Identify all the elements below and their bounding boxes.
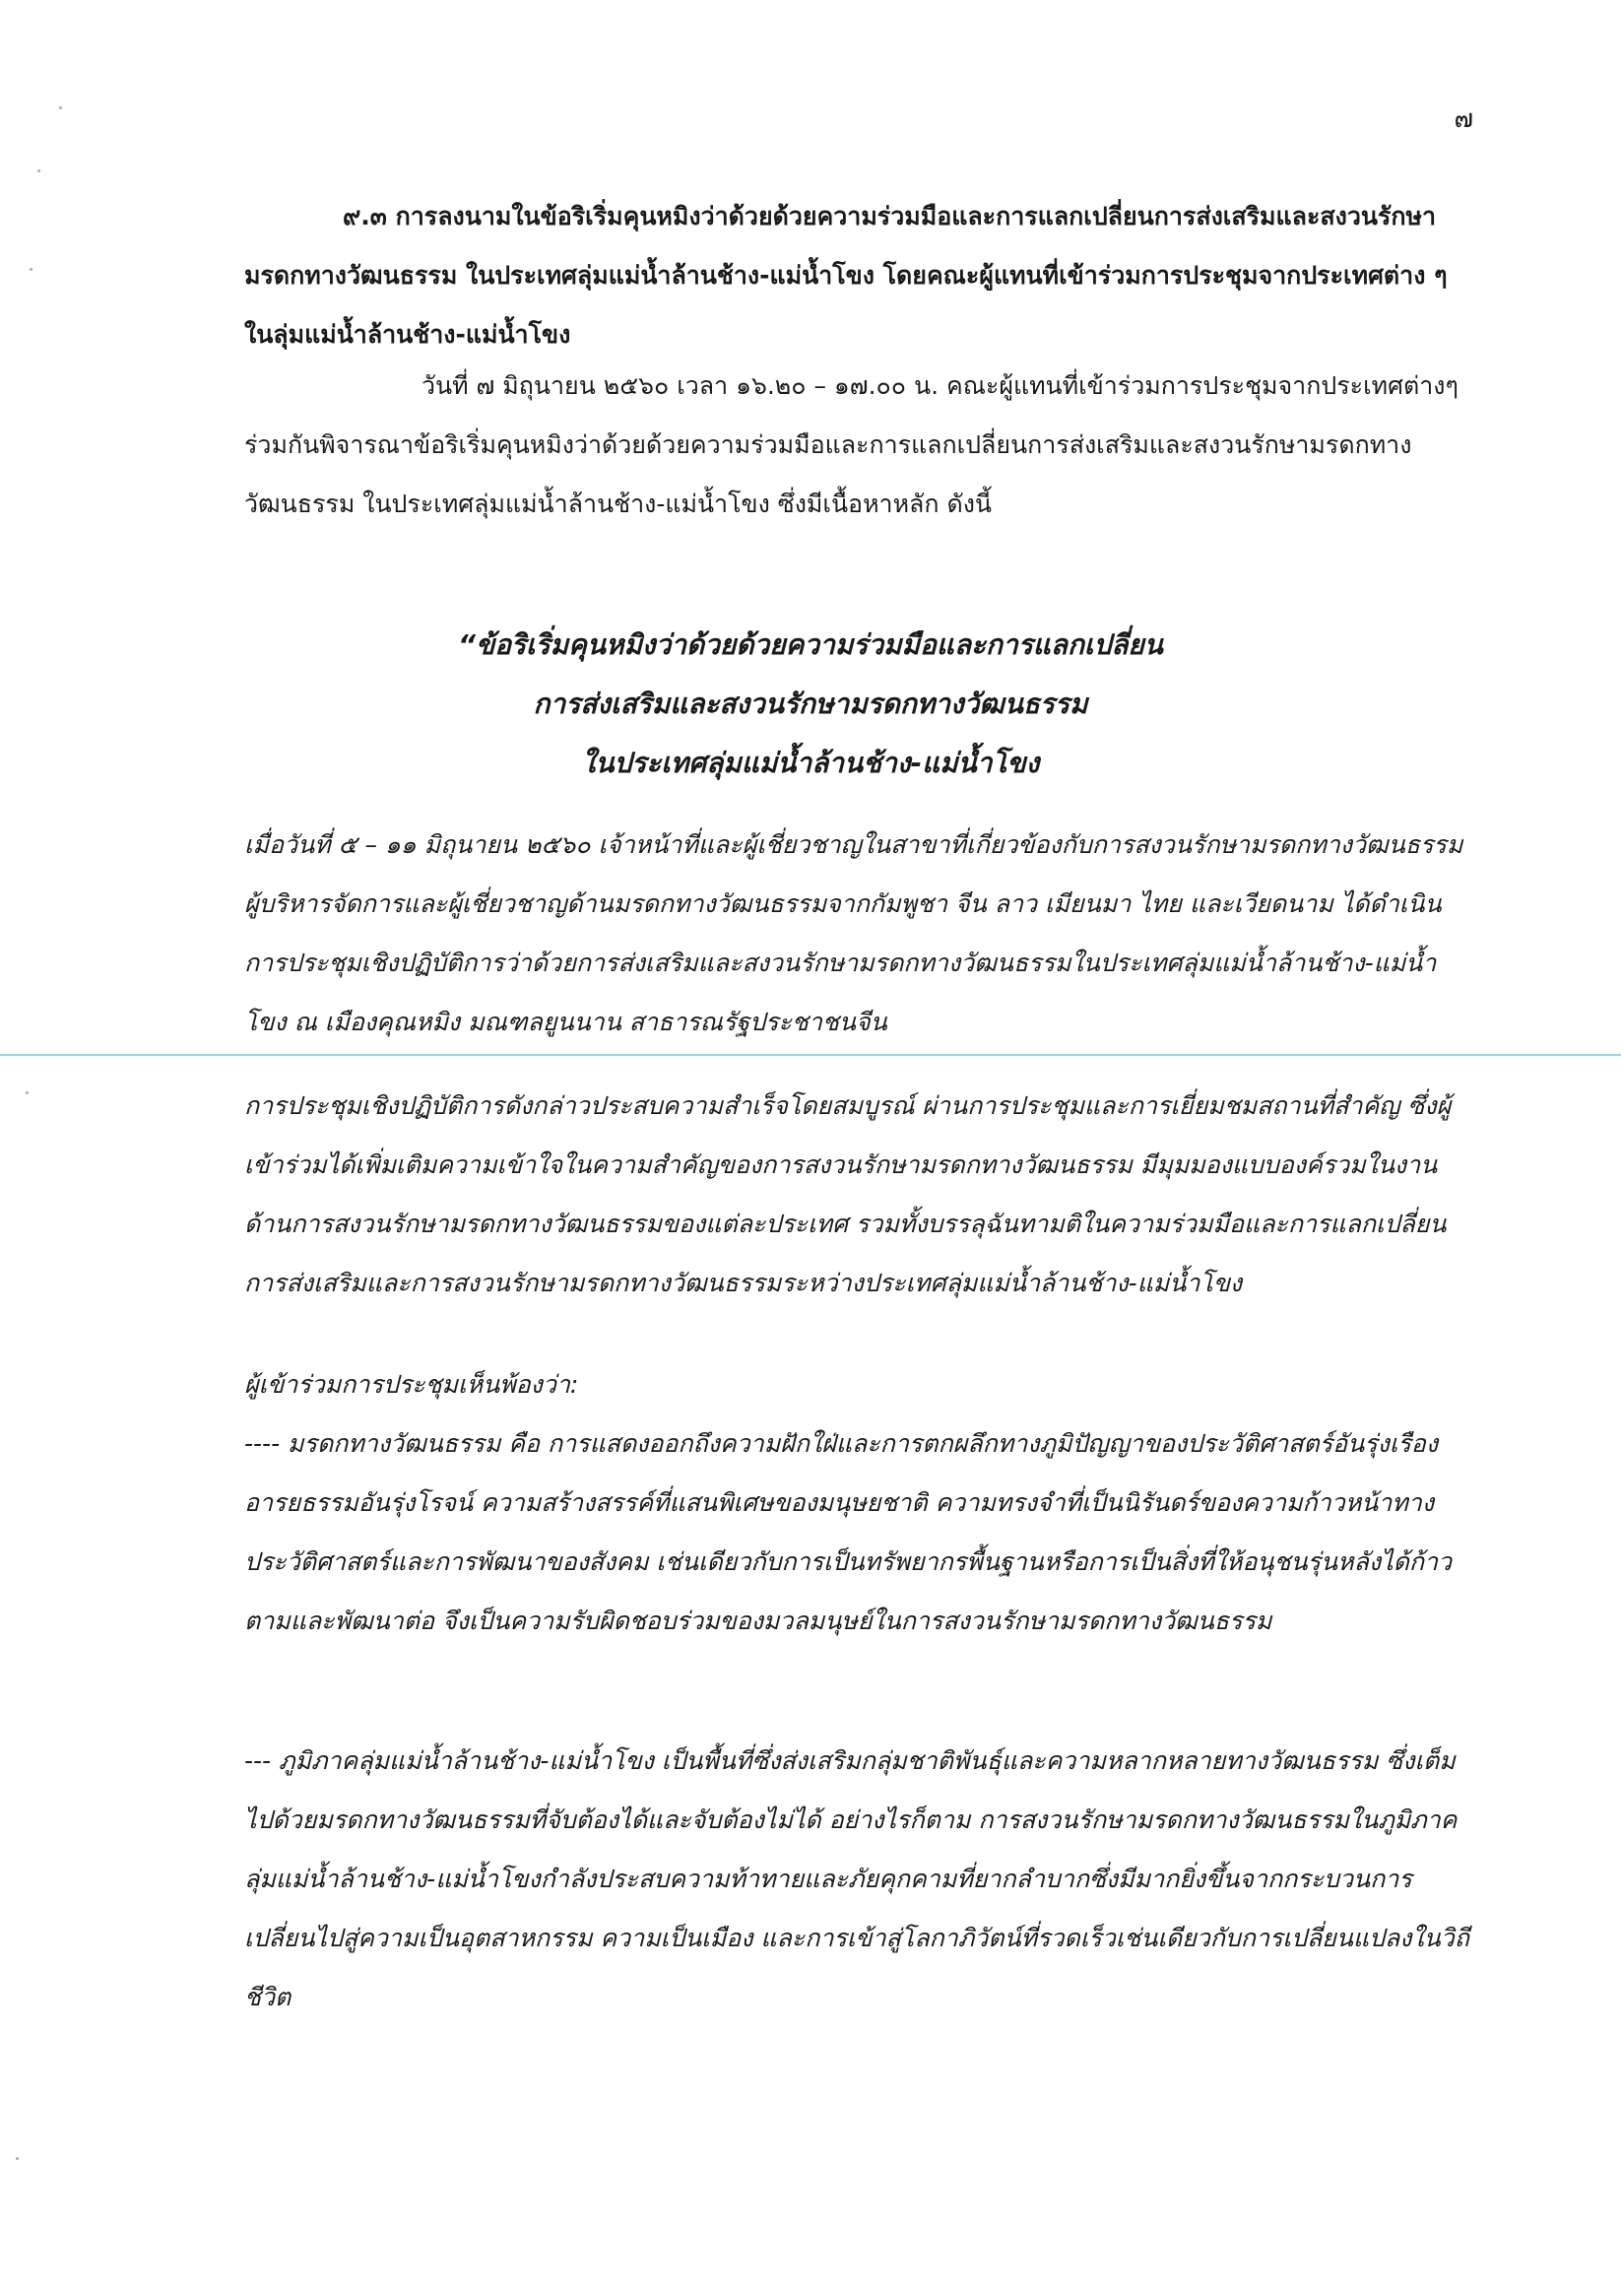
paragraph-agreement	[244, 1355, 1470, 1651]
agreement-point-1: ---- มรดกทางวัฒนธรรม คือ การแสดงออกถึงความฝักใฝ่และการตกผลึกทางภูมิปัญญาของประวัติศาสตร์อันรุ่งเรือง อารยธรรมอันรุ่งโรจน์ ความสร้างสรรค์ที่แสนพิเศษของมนุษยชาติ ความทรงจำที่เป็นนิรันดร์ของความก้าวหน้าทางประวัติศาสตร์และการพัฒนาของสังคม เช่นเดียวกับการเป็นทรัพยากรพื้นฐานหรือการเป็นสิ่งที่ให้อนุชนรุ่นหลังได้ก้าวตามและพัฒนาต่อ จึงเป็นความรับผิดชอบร่วมของมวลมนุษย์ในการสงวนรักษามรดกทางวัฒนธรรม	[244, 1429, 1453, 1635]
page-number: ๗	[1454, 104, 1473, 134]
quote-title-line-3: ในประเทศลุ่มแม่น้ำล้านช้าง-แม่น้ำโขง	[581, 747, 1040, 779]
paragraph-workshop-success: การประชุมเชิงปฏิบัติการดังกล่าวประสบความสำเร็จโดยสมบูรณ์ ผ่านการประชุมและการเยี่ยมชมสถานที่สำคัญ ซึ่งผู้เข้าร่วมได้เพิ่มเติมความเข้าใจในความสำคัญของการสงวนรักษามรดกทางวัฒนธรรม มีมุมมองแบบองค์รวมในงานด้านการสงวนรักษามรดกทางวัฒนธรรมของแต่ละประเทศ รวมทั้งบรรลุฉันทามติในความร่วมมือและการแลกเปลี่ยนการส่งเสริมและการสงวนรักษามรดกทางวัฒนธรรมระหว่างประเทศลุ่มแม่น้ำล้านช้าง-แม่น้ำโขง	[244, 1091, 1452, 1297]
intro-paragraph: วันที่ ๗ มิถุนายน ๒๕๖๐ เวลา ๑๖.๒๐ – ๑๗.๐๐ น. คณะผู้แทนที่เข้าร่วมการประชุมจากประเทศต่างๆ ร่วมกันพิจารณาข้อริเริ่มคุนหมิงว่าด้วยด้วยความร่วมมือและการแลกเปลี่ยนการส่งเสริมและสงวนรักษามรดกทางวัฒนธรรม ในประเทศลุ่มแม่น้ำล้านช้าง-แม่น้ำโขง ซึ่งมีเนื้อหาหลัก ดังนี้	[244, 371, 1459, 518]
scan-speck	[59, 106, 62, 109]
scan-speck	[37, 169, 40, 172]
scan-speck	[26, 1091, 29, 1094]
agreement-lead: ผู้เข้าร่วมการประชุมเห็นพ้องว่า:	[244, 1370, 579, 1399]
scan-speck	[30, 268, 32, 271]
quote-title-line-2: การส่งเสริมและสงวนรักษามรดกทางวัฒนธรรม	[533, 688, 1088, 720]
paragraph-meeting-dates: เมื่อวันที่ ๕ – ๑๑ มิถุนายน ๒๕๖๐ เจ้าหน้าที่และผู้เชี่ยวชาญในสาขาที่เกี่ยวข้องกับการสงวนรักษามรดกทางวัฒนธรรม ผู้บริหารจัดการและผู้เชี่ยวชาญด้านมรดกทางวัฒนธรรมจากกัมพูชา จีน ลาว เมียนมา ไทย และเวียดนาม ได้ดำเนินการประชุมเชิงปฏิบัติการว่าด้วยการส่งเสริมและสงวนรักษามรดกทางวัฒนธรรมในประเทศลุ่มแม่น้ำล้านช้าง-แม่น้ำโขง ณ เมืองคุณหมิง มณฑลยูนนาน สาธารณรัฐประชาชนจีน	[244, 830, 1463, 1036]
scan-speck	[16, 2157, 19, 2160]
quote-title-line-1: “ข้อริเริ่มคุนหมิงว่าด้วยด้วยความร่วมมือและการแลกเปลี่ยน	[458, 628, 1163, 661]
scan-divider-line	[0, 1054, 1621, 1056]
section-heading: ๙.๓ การลงนามในข้อริเริ่มคุนหมิงว่าด้วยด้วยความร่วมมือและการแลกเปลี่ยนการส่งเสริมและสงวนรักษามรดกทางวัฒนธรรม ในประเทศลุ่มแม่น้ำล้านช้าง-แม่น้ำโขง โดยคณะผู้แทนที่เข้าร่วมการประชุมจากประเทศต่าง ๆ ในลุ่มแม่น้ำล้านช้าง-แม่น้ำโขง	[244, 202, 1448, 349]
quote-title	[0, 616, 1621, 793]
agreement-point-2: --- ภูมิภาคลุ่มแม่น้ำล้านช้าง-แม่น้ำโขง เป็นพื้นที่ซึ่งส่งเสริมกลุ่มชาติพันธุ์และความหลากหลายทางวัฒนธรรม ซึ่งเต็มไปด้วยมรดกทางวัฒนธรรมที่จับต้องได้และจับต้องไม่ได้ อย่างไรก็ตาม การสงวนรักษามรดกทางวัฒนธรรมในภูมิภาคลุ่มแม่น้ำล้านช้าง-แม่น้ำโขงกำลังประสบความท้าทายและภัยคุกคามที่ยากลำบากซึ่งมีมากยิ่งขึ้นจากกระบวนการเปลี่ยนไปสู่ความเป็นอุตสาหกรรม ความเป็นเมือง และการเข้าสู่โลกาภิวัตน์ที่รวดเร็วเช่นเดียวกับการเปลี่ยนแปลงในวิถีชีวิต	[244, 1746, 1469, 2011]
